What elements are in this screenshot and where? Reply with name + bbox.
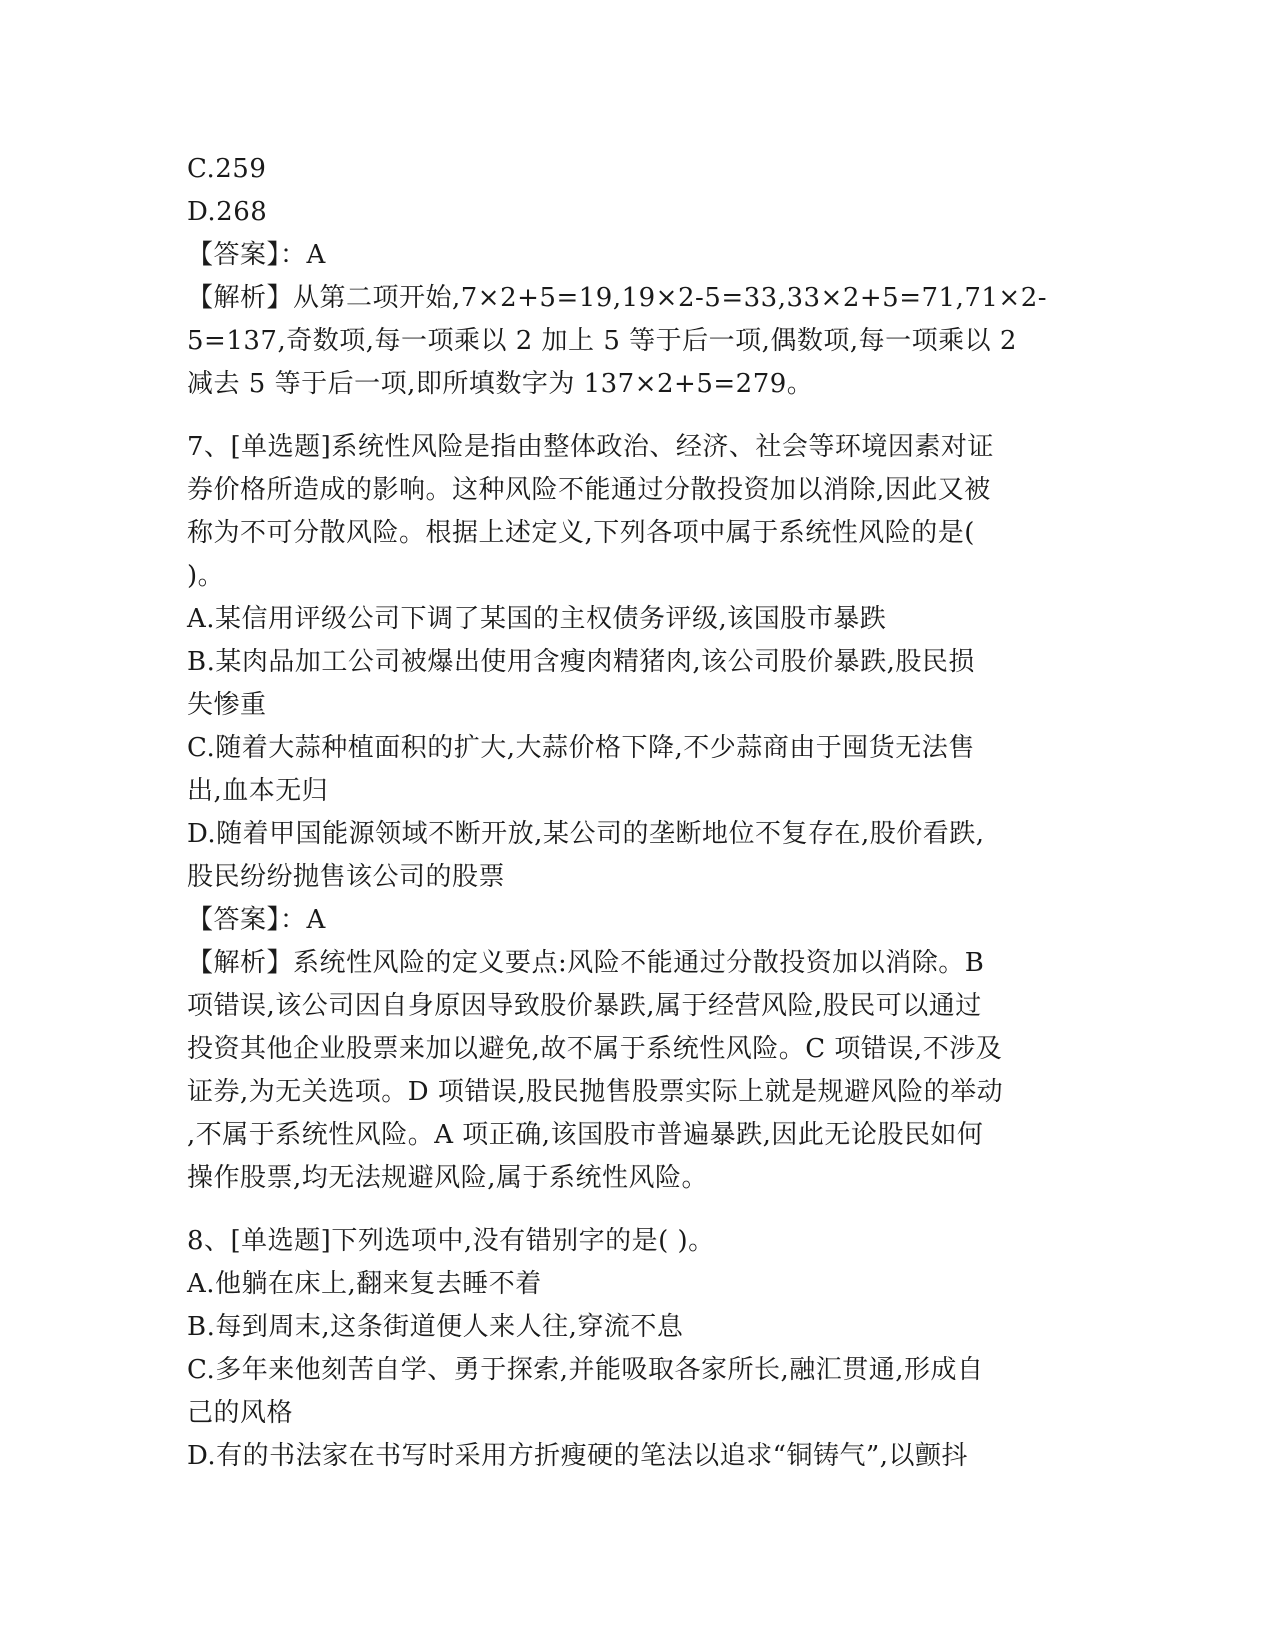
q8-option-a: A.他躺在床上,翻来复去睡不着 <box>187 1269 542 1299</box>
q7-option-a: A.某信用评级公司下调了某国的主权债务评级,该国股市暴跌 <box>187 604 887 634</box>
q8-option-d: D.有的书法家在书写时采用方折瘦硬的笔法以追求“铜铸气”,以颤抖 <box>187 1441 969 1471</box>
q7-analysis-line: 操作股票,均无法规避风险,属于系统性风险。 <box>187 1163 709 1193</box>
q7-option-b: B.某肉品加工公司被爆出使用含瘦肉精猪肉,该公司股价暴跌,股民损 <box>187 647 975 677</box>
q7-analysis-line: 投资其他企业股票来加以避免,故不属于系统性风险。C 项错误,不涉及 <box>187 1034 1003 1064</box>
q7-option-d-cont: 股民纷纷抛售该公司的股票 <box>187 862 506 892</box>
q7-stem-line: )。 <box>187 561 225 591</box>
q6-answer: 【答案】：A <box>187 240 326 270</box>
q7-option-c: C.随着大蒜种植面积的扩大,大蒜价格下降,不少蒜商由于囤货无法售 <box>187 733 975 763</box>
question-spacer <box>187 406 1087 426</box>
q6-analysis-line: 5=137,奇数项,每一项乘以 2 加上 5 等于后一项,偶数项,每一项乘以 2 <box>187 326 1017 356</box>
question-spacer <box>187 1200 1087 1220</box>
q7-stem-line: 7、[单选题]系统性风险是指由整体政治、经济、社会等环境因素对证 <box>187 432 994 462</box>
q7-option-b-cont: 失惨重 <box>187 690 267 720</box>
q7-analysis-line: 【解析】系统性风险的定义要点:风险不能通过分散投资加以消除。B <box>187 948 985 978</box>
q8-option-c: C.多年来他刻苦自学、勇于探索,并能吸取各家所长,融汇贯通,形成自 <box>187 1355 984 1385</box>
q7-option-c-cont: 出,血本无归 <box>187 776 329 806</box>
q7-analysis-line: 项错误,该公司因自身原因导致股价暴跌,属于经营风险,股民可以通过 <box>187 991 982 1021</box>
q8-stem: 8、[单选题]下列选项中,没有错别字的是( )。 <box>187 1226 715 1256</box>
q7-stem-line: 券价格所造成的影响。这种风险不能通过分散投资加以消除,因此又被 <box>187 475 991 505</box>
q6-analysis-line: 【解析】从第二项开始,7×2+5=19,19×2-5=33,33×2+5=71,71×2- <box>187 283 1048 313</box>
q7-analysis-line: ,不属于系统性风险。A 项正确,该国股市普遍暴跌,因此无论股民如何 <box>187 1120 984 1150</box>
q8-option-c-cont: 己的风格 <box>187 1398 294 1428</box>
page-content <box>187 148 1087 1478</box>
q6-analysis-line: 减去 5 等于后一项,即所填数字为 137×2+5=279。 <box>187 369 814 399</box>
q8-option-b: B.每到周末,这条街道便人来人往,穿流不息 <box>187 1312 684 1342</box>
q7-stem-line: 称为不可分散风险。根据上述定义,下列各项中属于系统性风险的是( <box>187 518 975 548</box>
q7-analysis-line: 证券,为无关选项。D 项错误,股民抛售股票实际上就是规避风险的举动 <box>187 1077 1004 1107</box>
q6-option-d: D.268 <box>187 197 268 227</box>
q7-answer: 【答案】：A <box>187 905 326 935</box>
q7-option-d: D.随着甲国能源领域不断开放,某公司的垄断地位不复存在,股价看跌, <box>187 819 985 849</box>
q6-option-c: C.259 <box>187 154 267 184</box>
